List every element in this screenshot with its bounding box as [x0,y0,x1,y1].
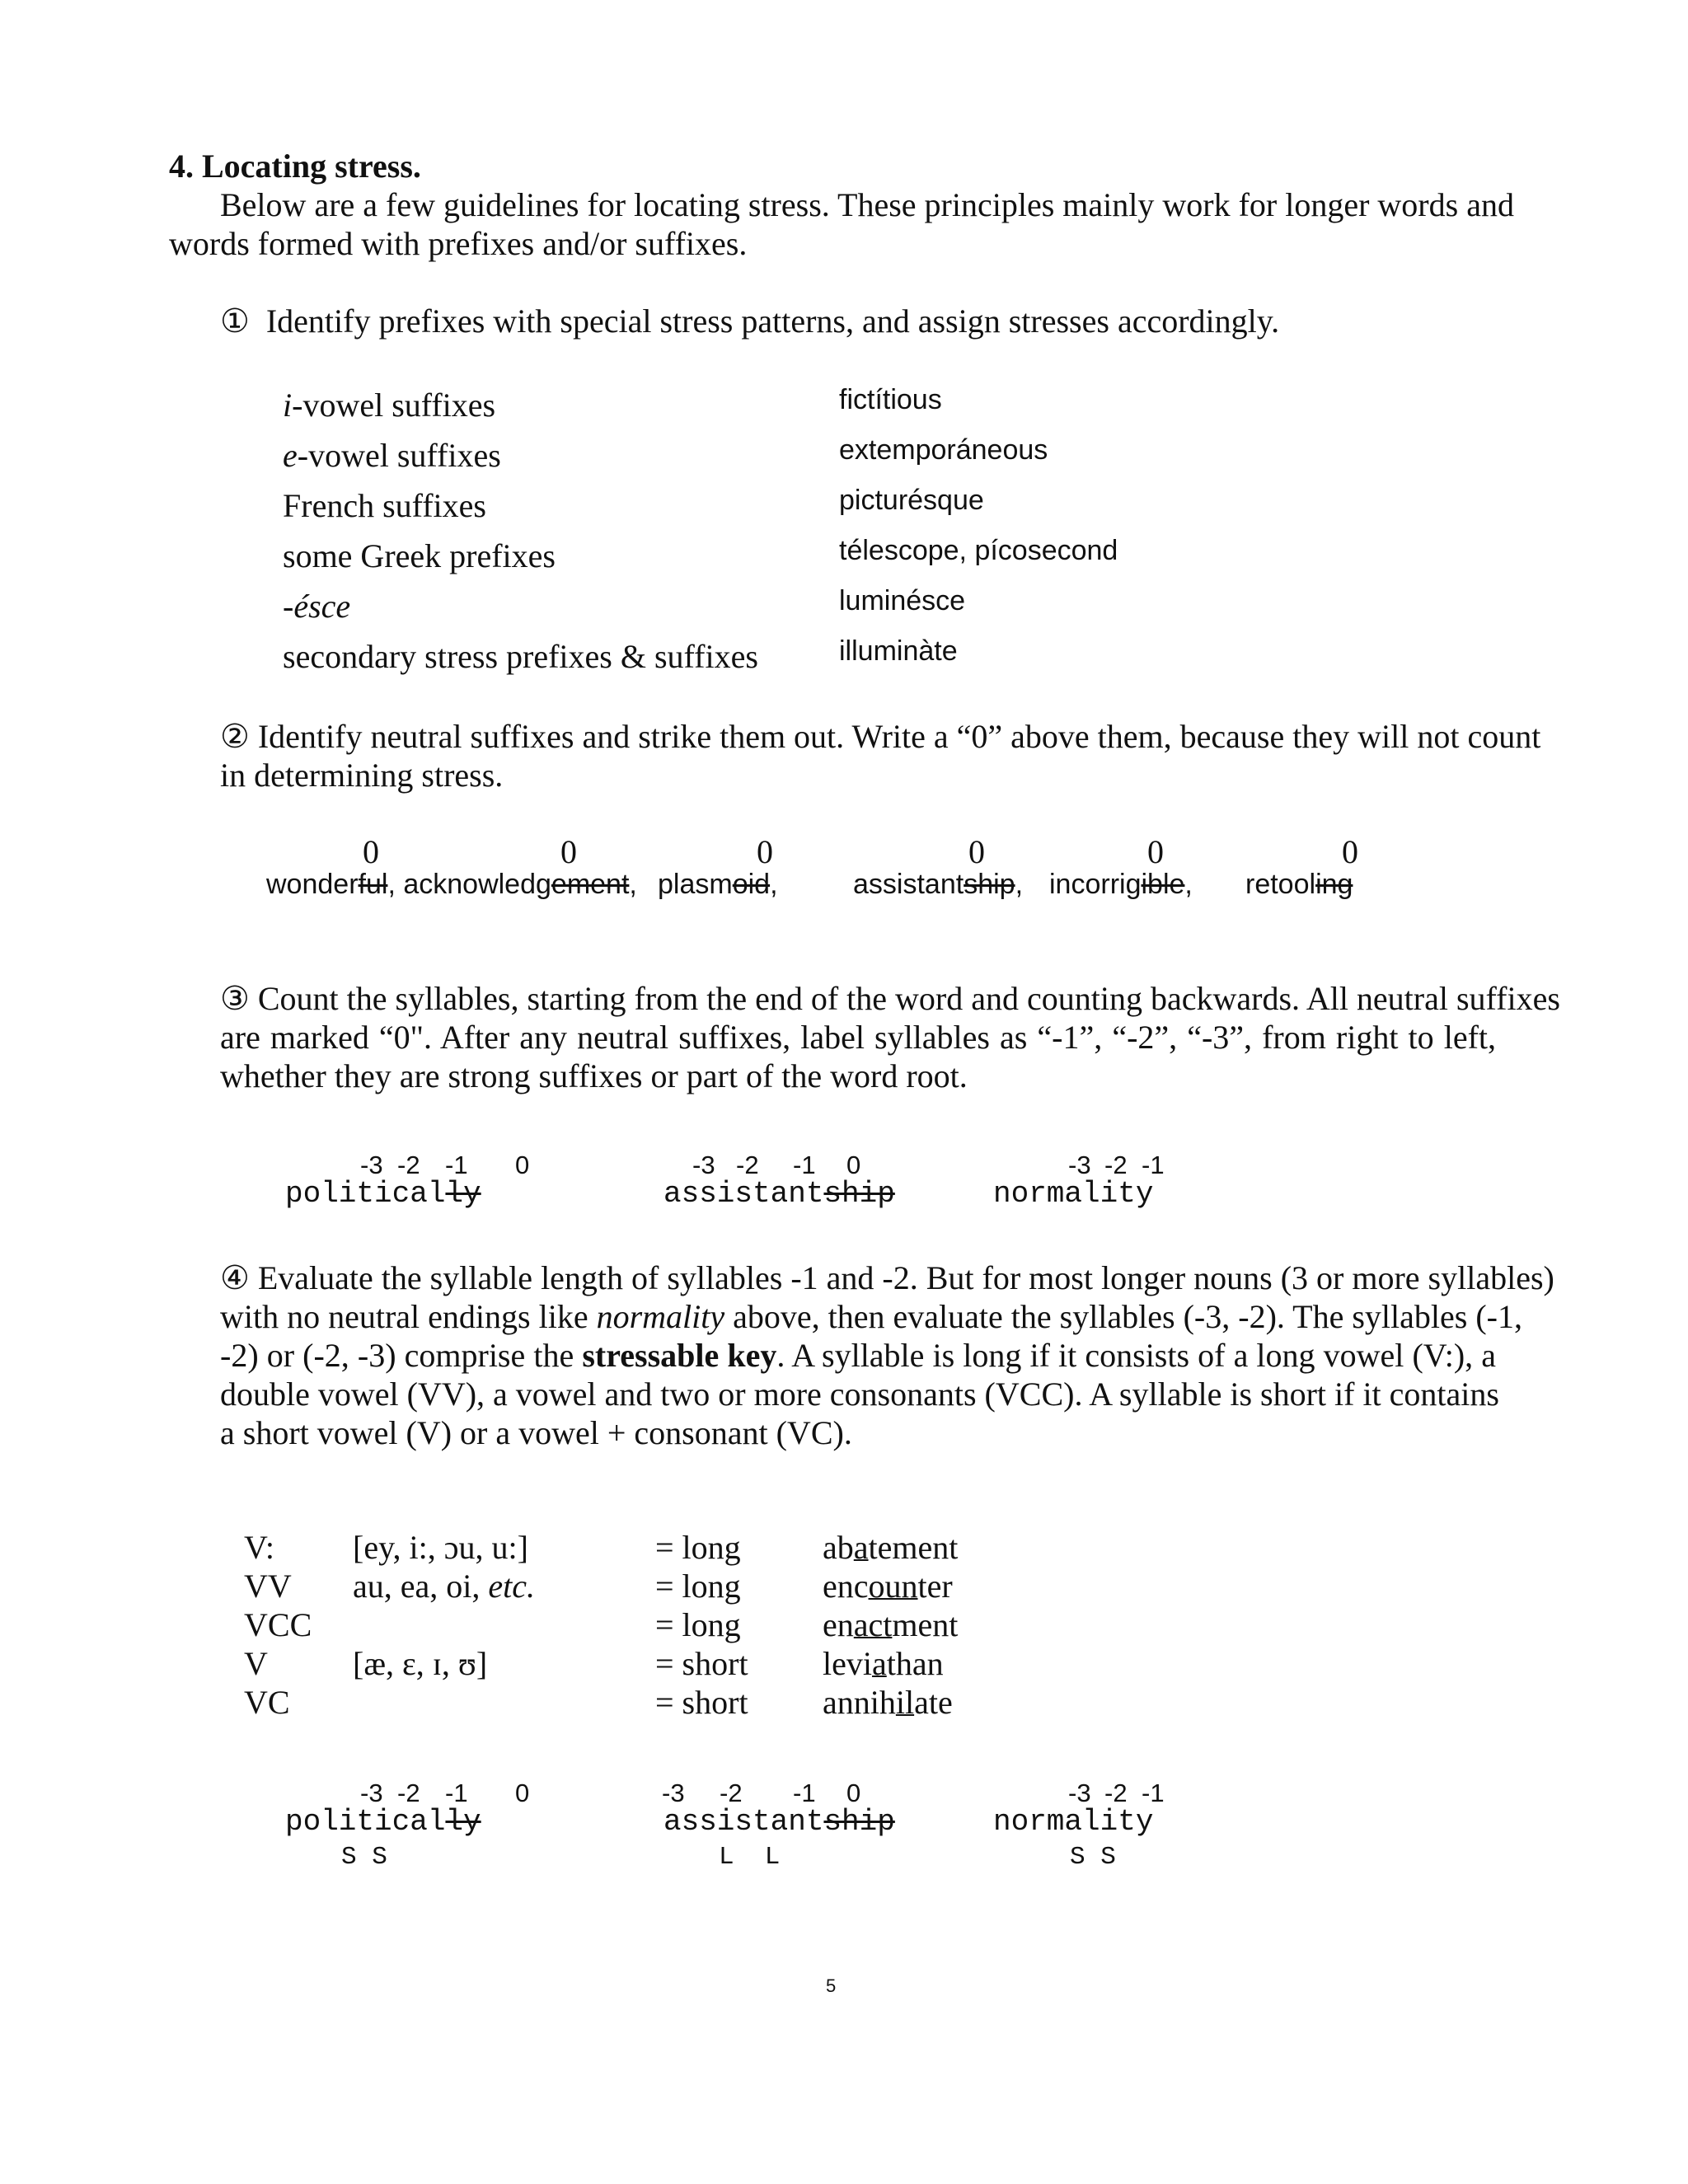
length-sounds: [ey, i:, ɔu, u:] [353,1529,528,1566]
step2-line-1: ② Identify neutral suffixes and strike them out. Write a “0” above them, because they will not count [220,718,1541,755]
syllable-label: -3 [662,1779,685,1807]
step1-marker: ① [220,302,250,340]
syllable-label: 0 [846,1779,861,1807]
step1-instruction: Identify prefixes with special stress patterns, and assign stresses accordingly. [265,302,1280,340]
syllable-label: -3 [360,1151,383,1179]
length-example: encounter [823,1568,953,1605]
syllable-label: -1 [445,1151,468,1179]
step1-row-example: picturésque [839,485,984,516]
length-type: VC [244,1684,290,1721]
weight-marks: S S [341,1843,387,1872]
syllable-label: -1 [1142,1779,1165,1807]
step2-line-2: in determining stress. [220,757,504,794]
syllable-label: -3 [1068,1779,1091,1807]
length-type: VV [244,1568,292,1605]
length-type: V: [244,1529,275,1566]
step1-row-example: extemporáneous [839,434,1048,466]
section-title: 4. Locating stress. [169,148,421,185]
length-sounds: au, ea, oi, etc. [353,1568,535,1605]
length-value: = long [655,1568,741,1605]
syllable-label: -3 [360,1779,383,1807]
zero-mark: 0 [1147,833,1164,870]
zero-mark: 0 [757,833,773,870]
length-example: enactment [823,1606,959,1643]
step1-row-example: illuminàte [839,635,958,667]
word-retooling: retooling [1245,869,1353,900]
final-example-political: politically [285,1805,481,1839]
length-type: V [244,1645,268,1682]
length-example: annihilate [823,1684,953,1721]
step1-row-label: secondary stress prefixes & suffixes [283,638,758,675]
step2-word-list [266,869,637,901]
length-value: = short [655,1645,748,1682]
length-example: leviathan [823,1645,944,1682]
step1-text [220,302,1279,340]
length-type: VCC [244,1606,312,1643]
syllable-label: -2 [720,1779,743,1807]
syllable-label: -3 [692,1151,715,1179]
step1-row-example: luminésce [839,585,966,616]
step1-row-label: -ésce [283,588,351,625]
syllable-label: -2 [397,1779,420,1807]
intro-line-1: Below are a few guidelines for locating stress. These principles mainly work for longer words and [220,186,1514,223]
step4-line-2: with no neutral endings like normality above, then evaluate the syllables (-3, -2). The syllables (-1, [220,1298,1522,1335]
step3-line-1: ③ Count the syllables, starting from the end of the word and counting backwards. All neutral suffixes [220,980,1560,1017]
step3-line-3: whether they are strong suffixes or part of the word root. [220,1057,968,1094]
syllable-label: -1 [1142,1151,1165,1179]
step1-row-label: some Greek prefixes [283,537,556,574]
length-value: = long [655,1606,741,1643]
word-wonderful: wonderful, [266,869,396,900]
example-assistantship: assistantship [663,1177,895,1211]
length-value: = short [655,1684,748,1721]
step2-paragraph [220,717,1541,794]
step4-line-4: double vowel (VV), a vowel and two or more consonants (VCC). A syllable is short if it contains [220,1376,1499,1413]
intro-line-2: words formed with prefixes and/or suffixes. [169,225,748,262]
zero-mark: 0 [968,833,985,870]
intro-paragraph [169,185,1514,263]
final-example-assistantship: assistantship [663,1805,895,1839]
weight-marks: L L [719,1843,781,1872]
step3-paragraph [220,979,1560,1095]
step4-paragraph [220,1258,1554,1452]
syllable-label: -1 [793,1779,816,1807]
syllable-label: -1 [445,1779,468,1807]
syllable-label: -2 [1104,1779,1128,1807]
step1-row-label: e-vowel suffixes [283,437,501,474]
zero-mark: 0 [363,833,379,870]
syllable-label: 0 [515,1779,530,1807]
word-incorrigible: incorrigible, [1049,869,1193,900]
page-number: 5 [826,1975,837,1996]
step1-row-label: French suffixes [283,487,486,524]
weight-marks: S S [1070,1843,1116,1872]
syllable-label: -1 [793,1151,816,1179]
step4-line-1: ④ Evaluate the syllable length of syllables -1 and -2. But for most longer nouns (3 or more syllables) [220,1259,1554,1296]
step1-row-label: i-vowel suffixes [283,387,496,424]
step4-line-3: -2) or (-2, -3) comprise the stressable key. A syllable is long if it consists of a long vowel (V:), a [220,1337,1496,1374]
syllable-label: 0 [846,1151,861,1179]
syllable-label: -2 [736,1151,759,1179]
length-value: = long [655,1529,741,1566]
word-plasmoid: plasmoid, [658,869,778,900]
step4-line-5: a short vowel (V) or a vowel + consonant (VC). [220,1414,852,1451]
word-acknowledgement: acknowledgement, [403,869,637,900]
example-political: politically [285,1177,481,1211]
zero-mark: 0 [1342,833,1358,870]
syllable-label: 0 [515,1151,530,1179]
step1-row-example: télescope, pícosecond [839,535,1118,566]
syllable-label: -3 [1068,1151,1091,1179]
example-normality: normality [993,1177,1154,1211]
length-example: abatement [823,1529,959,1566]
word-assistantship: assistantship, [853,869,1024,900]
final-example-normality: normality [993,1805,1154,1839]
syllable-label: -2 [1104,1151,1128,1179]
syllable-label: -2 [397,1151,420,1179]
zero-mark: 0 [560,833,577,870]
length-sounds: [æ, ɛ, ɪ, ʊ] [353,1645,488,1682]
step1-row-example: fictítious [839,384,942,415]
step3-line-2: are marked “0". After any neutral suffixes, label syllables as “-1”, “-2”, “-3”, from right to left, [220,1019,1496,1056]
